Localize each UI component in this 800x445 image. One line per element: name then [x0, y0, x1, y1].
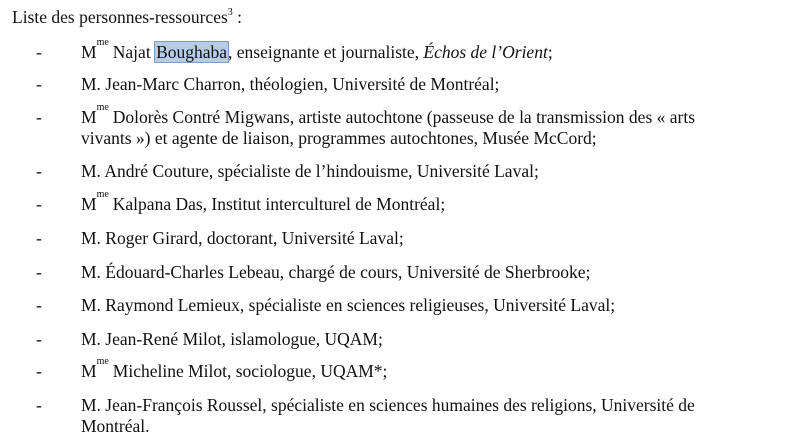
person-entry	[81, 395, 781, 437]
bullet-dash: -	[36, 194, 42, 214]
title-abbrev: M	[81, 361, 97, 381]
title-superscript: me	[96, 189, 109, 201]
bullet-dash: -	[36, 42, 42, 62]
bullet-dash: -	[36, 329, 42, 349]
entry-line-1: Dolorès Contré Migwans, artiste autochtone (passeuse de la transmission des « arts	[112, 107, 696, 127]
selected-text-highlight[interactable]: Boughaba	[156, 42, 228, 62]
person-entry	[81, 356, 781, 382]
person-entry	[81, 189, 781, 215]
bullet-dash: -	[36, 161, 42, 181]
person-entry: M. Raymond Lemieux, spécialiste en sciences religieuses, Université Laval;	[81, 295, 616, 315]
title-superscript: me	[96, 102, 109, 114]
bullet-dash: -	[36, 395, 42, 415]
title-abbrev: M	[81, 42, 97, 62]
bullet-dash: -	[36, 107, 42, 127]
title-abbrev: M	[81, 107, 97, 127]
heading-suffix: :	[232, 7, 243, 27]
title-abbrev: M	[81, 194, 97, 214]
person-entry: M. André Couture, spécialiste de l’hindouisme, Université Laval;	[81, 161, 539, 181]
title-superscript: me	[96, 37, 109, 49]
publication-title: Échos de l’Orient	[423, 42, 548, 62]
entry-line-1: M. Jean-François Roussel, spécialiste en sciences humaines des religions, Université de	[81, 395, 695, 415]
title-superscript: me	[96, 356, 109, 368]
bullet-dash: -	[36, 361, 42, 381]
person-entry	[81, 102, 781, 149]
entry-punctuation: ;	[547, 42, 553, 62]
heading-text: Liste des personnes-ressources	[12, 7, 228, 27]
person-firstname: Najat	[112, 42, 156, 62]
person-entry: M. Édouard-Charles Lebeau, chargé de cours, Université de Sherbrooke;	[81, 262, 591, 282]
person-entry	[81, 37, 781, 63]
entry-line-2: Montréal.	[81, 416, 150, 436]
person-entry: M. Jean-Marc Charron, théologien, Université de Montréal;	[81, 74, 500, 94]
bullet-dash: -	[36, 228, 42, 248]
bullet-dash: -	[36, 74, 42, 94]
entry-line-1: Kalpana Das, Institut interculturel de Montréal;	[112, 194, 446, 214]
bullet-dash: -	[36, 295, 42, 315]
person-entry: M. Jean-René Milot, islamologue, UQAM;	[81, 329, 383, 349]
footnote-marker[interactable]: 3	[227, 7, 233, 19]
entry-line-1: Micheline Milot, sociologue, UQAM*;	[112, 361, 388, 381]
list-heading	[12, 7, 242, 28]
entry-line-2: vivants ») et agente de liaison, programmes autochtones, Musée McCord;	[81, 128, 597, 148]
bullet-dash: -	[36, 262, 42, 282]
person-entry: M. Roger Girard, doctorant, Université Laval;	[81, 228, 404, 248]
person-description: , enseignante et journaliste,	[228, 42, 424, 62]
